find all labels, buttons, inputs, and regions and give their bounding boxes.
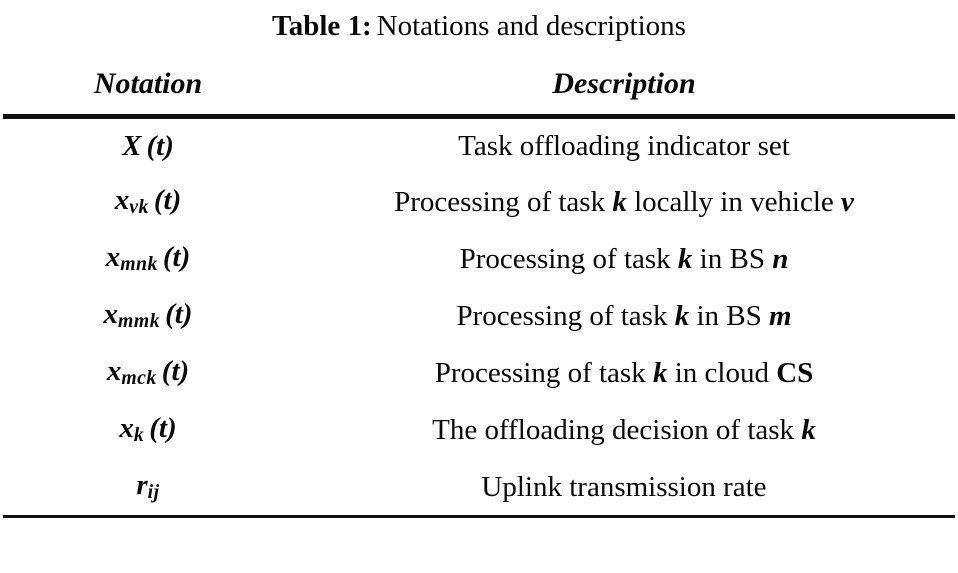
notation-argument: (t) [153,184,182,216]
notation-argument: (t) [149,412,177,444]
table-row [3,458,955,517]
description-fragment: in cloud [667,356,777,389]
description-cell [293,401,955,458]
description-cell [293,344,955,401]
notation-cell [3,119,293,173]
notation-subscript: mnk [120,253,158,276]
table-row [3,287,955,344]
description-cell [293,287,955,344]
notation-cell [3,344,293,401]
description-fragment: k [677,242,693,275]
description-fragment: k [612,185,627,218]
description-fragment: locally in vehicle [626,185,842,218]
notation-argument: (t) [162,241,191,273]
description-fragment: The offloading decision of task [432,413,802,446]
description-fragment: k [674,299,690,332]
table-row [3,344,955,401]
description-fragment: Processing of task [394,185,613,218]
notation-argument: (t) [165,298,193,330]
table-row [3,173,955,230]
description-fragment: in BS [692,242,773,275]
description-fragment: in BS [689,299,769,332]
notation-argument: (t) [161,355,190,387]
notation-subscript: ij [147,481,160,504]
description-fragment: Processing of task [459,242,678,275]
description-fragment: k [652,356,668,389]
table-header-row [3,56,955,116]
description-fragment: CS [776,356,814,389]
notation-argument: (t) [146,130,174,162]
notations-table [3,56,955,518]
notation-subscript: mmk [118,310,161,333]
notation-subscript: k [133,424,145,447]
description-fragment: Uplink transmission rate [481,470,767,503]
description-cell [293,230,955,287]
notation-cell [3,173,293,230]
notation-cell [3,401,293,458]
notation-cell [3,458,293,517]
notation-symbol: r [136,469,148,501]
notation-cell [3,230,293,287]
description-fragment: k [801,413,816,446]
column-header-notation: Notation [93,67,203,100]
column-header-description: Description [552,67,696,100]
notation-symbol: x [119,412,134,444]
description-fragment: Processing of task [456,299,675,332]
description-fragment: m [769,299,792,332]
description-fragment: v [841,185,854,218]
description-fragment: n [772,242,789,275]
notation-symbol: x [103,298,119,330]
notation-symbol: x [114,184,130,216]
table-row [3,119,955,173]
notation-subscript: mck [121,367,157,390]
notation-symbol: x [106,355,122,387]
table-row [3,230,955,287]
description-fragment: Processing of task [434,356,653,389]
description-cell [293,173,955,230]
notation-symbol: X [122,130,142,162]
table-row [3,401,955,458]
description-cell [293,119,955,173]
notation-symbol: x [105,241,121,273]
notation-cell [3,287,293,344]
rule-bottom [3,517,955,519]
caption-label: Table 1: [272,10,372,42]
table-caption [0,0,958,56]
notation-subscript: vk [129,196,149,219]
description-fragment: Task offloading indicator set [458,130,790,162]
caption-text: Notations and descriptions [376,10,686,42]
description-cell [293,458,955,517]
table-body [3,119,955,517]
